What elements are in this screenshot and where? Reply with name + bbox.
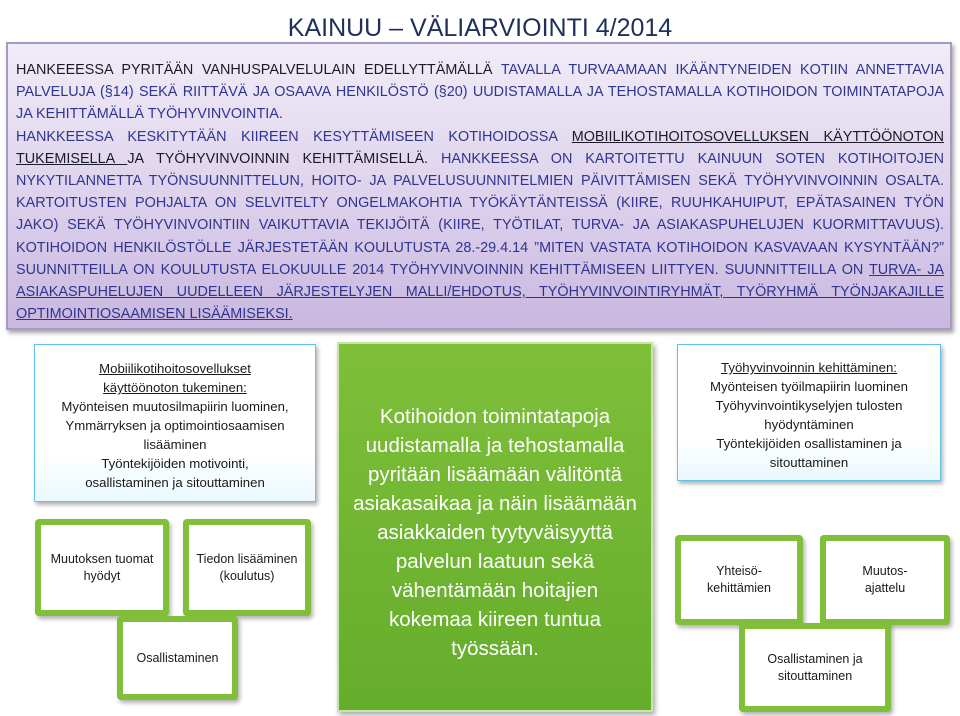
participation-box	[117, 616, 238, 700]
info-underlined: TURVA- JA ASIAKASPUHELUJEN UUDELLEEN JÄRJESTELYJEN MALLI/EHDOTUS, TYÖHYVINVOINTIRYHMÄT, TYÖRYHMÄ TYÖNJAKAJILLE OPTIMOINTIOSAAMISEN LISÄÄMISEKSI.	[16, 261, 945, 323]
mobile-app-line-1: Myönteisen muutosilmapiirin luominen, Ymmärryksen ja optimointiosaamisen lisääminen	[61, 399, 289, 452]
community-box	[675, 535, 803, 625]
wellbeing-line-2: Työhyvinvointikyselyjen tulosten hyödyntäminen	[715, 398, 903, 432]
mobile-app-line-2: Työntekijöiden motivointi, osallistaminen ja sitouttaminen	[85, 456, 265, 490]
mobile-app-heading: Mobiilikotihoitosovellukset käyttöönoton tukeminen:	[99, 361, 251, 395]
wellbeing-line-3: Työntekijöiden osallistaminen ja sitouttaminen	[716, 436, 902, 470]
mobile-app-adoption-box	[34, 344, 316, 502]
participation-label: Osallistaminen	[136, 650, 219, 665]
knowledge-box	[183, 519, 311, 616]
info-text: JA TYÖHYVINVOINNIN KEHITTÄMISELLÄ.	[127, 150, 442, 167]
wellbeing-box	[677, 344, 941, 481]
engagement-label: Osallistaminen ja sitouttaminen	[767, 651, 863, 683]
change-thinking-label: Muutos-ajattelu	[862, 564, 908, 595]
info-text: HANKEEESSA PYRITÄÄN VANHUSPALVELULAIN EDELLYTTÄMÄLLÄ	[16, 62, 501, 78]
goal-text: Kotihoidon toimintatapoja uudistamalla ja tehostamalla pyritään lisäämään välitöntä asiakasaikaa ja näin lisäämään asiakkaiden tyytyväisyyttä palvelun laatuun sekä vähentämään hoitajien kokemaa kiireen tuntua työssään.	[353, 405, 637, 660]
info-text: HANKKEESSA KESKITYTÄÄN KIIREEN KESYTTÄMISEEN KOTIHOIDOSSA	[16, 128, 572, 145]
wellbeing-heading: Työhyvinvoinnin kehittäminen:	[721, 360, 897, 375]
change-thinking-box	[820, 535, 950, 625]
info-highlight: TAVALLA TURVAAMAAN IKÄÄNTYNEIDEN KOTIIN ANNETTAVIA PALVELUJA (§14) SEKÄ RIITTÄVÄ JA OSAAVA HENKILÖSTÖ (§20) UUDISTAMALLA JA TEHOSTAMALLA KOTIHOIDON TOIMINTATAPOJA JA KEHITTÄMÄLLÄ TYÖHYVINVOINTIA.	[16, 62, 945, 123]
engagement-box	[739, 623, 891, 712]
goal-box	[337, 342, 653, 712]
info-paragraph-1	[16, 59, 944, 126]
community-label: Yhteisö-kehittämien	[707, 564, 771, 595]
knowledge-label: Tiedon lisääminen (koulutus)	[196, 551, 298, 583]
wellbeing-line-1: Myönteisen työilmapiirin luominen	[710, 379, 908, 394]
info-underlined: MOBIILIKOTIHOITOSOVELLUKSEN KÄYTTÖÖNOTON TUKEMISELLA	[16, 128, 944, 167]
info-text: HANKKEESSA ON KARTOITETTU KAINUUN SOTEN KOTIHOITOJEN NYKYTILANNETTA TYÖNSUUNNITTELUN, HOITO- JA PALVELUSUUNNITELMIEN PÄIVITTÄMISEN SEKÄ TYÖHYVINVOINNIN OSALTA. KARTOITUSTEN POHJALTA ON SELVITELTY ONGELMAKOHTIA TYÖKÄYTÄNTEISSÄ (KIIRE, RUUHKAHUIPUT, EPÄTASAINEN TYÖN JAKO) SEKÄ TYÖHYVINVOINTIIN VAIKUTTAVIA TEKIJÖITÄ (KIIRE, TYÖTILAT, TURVA- JA ASIAKASPUHELUJEN KUORMITTAVUUS). KOTIHOIDON HENKILÖSTÖLLE JÄRJESTETÄÄN KOULUTUSTA 28.-29.4.14 ”MITEN VASTATA KOTIHOIDON KASVAVAAN KYSYNTÄÄN?” SUUNNITTEILLA ON KOULUTUSTA ELOKUULLE 2014 TYÖHYVINVOINNIN KEHITTÄMISEEN LIITTYEN. SUUNNITTEILLA ON	[16, 150, 944, 278]
info-paragraph-2	[16, 126, 944, 326]
info-panel	[6, 42, 952, 330]
page-title: KAINUU – VÄLIARVIOINTI 4/2014	[287, 14, 673, 42]
benefits-label: Muutoksen tuomat hyödyt	[50, 551, 154, 583]
benefits-box	[35, 519, 169, 616]
